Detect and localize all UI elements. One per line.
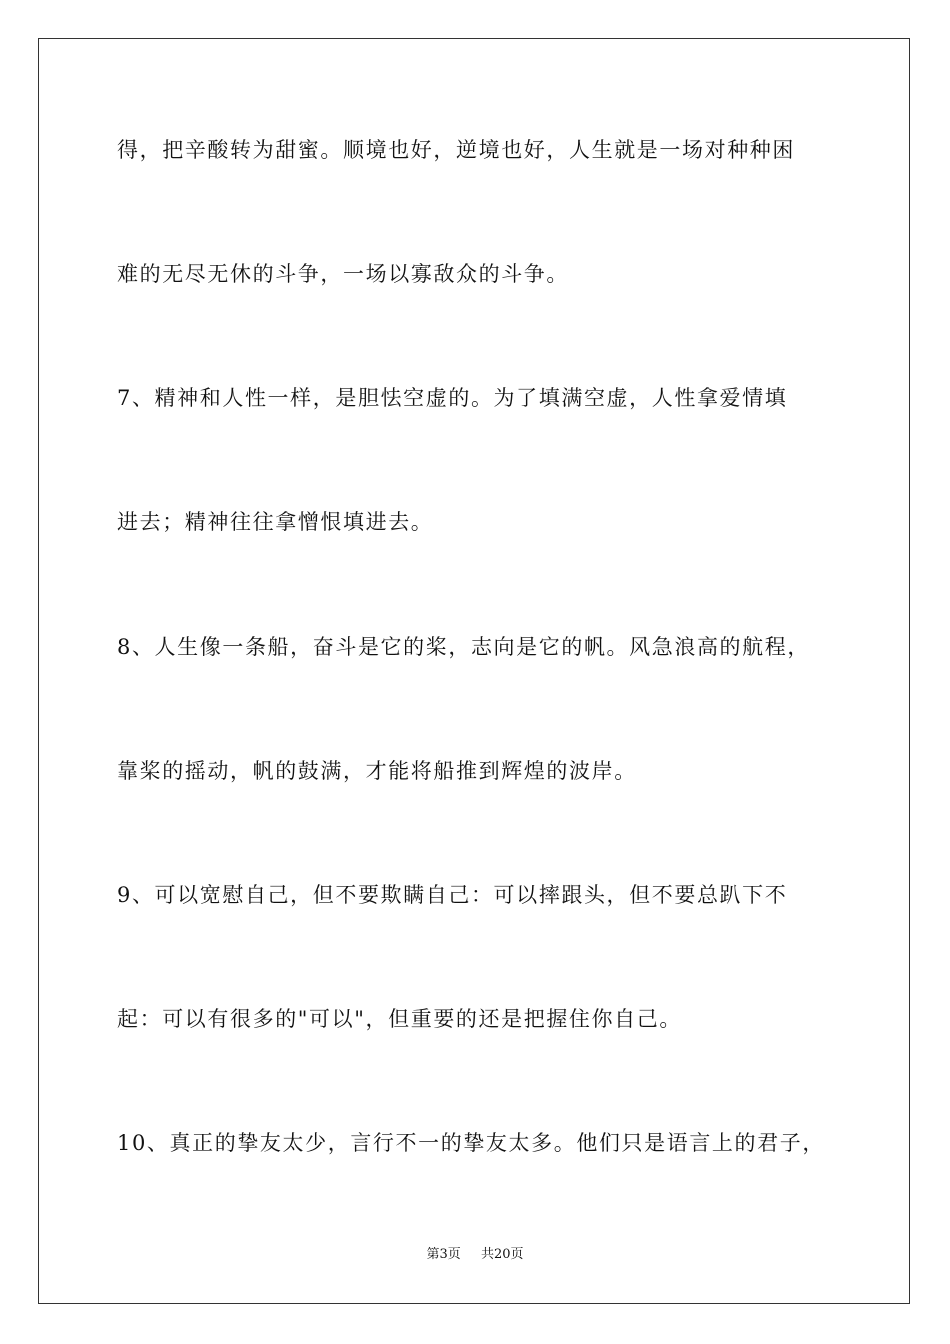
text-line-6: 靠桨的摇动，帆的鼓满，才能将船推到辉煌的波岸。 [117, 759, 637, 783]
text-line-8: 起：可以有很多的"可以"，但重要的还是把握住你自己。 [117, 1007, 682, 1031]
text-line-7: 9、可以宽慰自己，但不要欺瞒自己：可以摔跟头，但不要总趴下不 [117, 883, 788, 907]
page-footer [0, 1246, 950, 1264]
text-line-9: 10、真正的挚友太少，言行不一的挚友太多。他们只是语言上的君子， [117, 1131, 825, 1155]
total-pages: 共20页 [480, 1247, 524, 1262]
text-line-5: 8、人生像一条船，奋斗是它的桨，志向是它的帆。风急浪高的航程， [117, 635, 810, 659]
text-line-4: 进去；精神往往拿憎恨填进去。 [117, 510, 434, 534]
page-number: 第3页 [426, 1247, 461, 1262]
text-line-2: 难的无尽无休的斗争，一场以寡敌众的斗争。 [117, 262, 569, 286]
text-line-1: 得，把辛酸转为甜蜜。顺境也好，逆境也好，人生就是一场对种种困 [117, 138, 795, 162]
text-line-3: 7、精神和人性一样，是胆怯空虚的。为了填满空虚，人性拿爱情填 [117, 386, 788, 410]
page-frame [38, 38, 910, 1304]
